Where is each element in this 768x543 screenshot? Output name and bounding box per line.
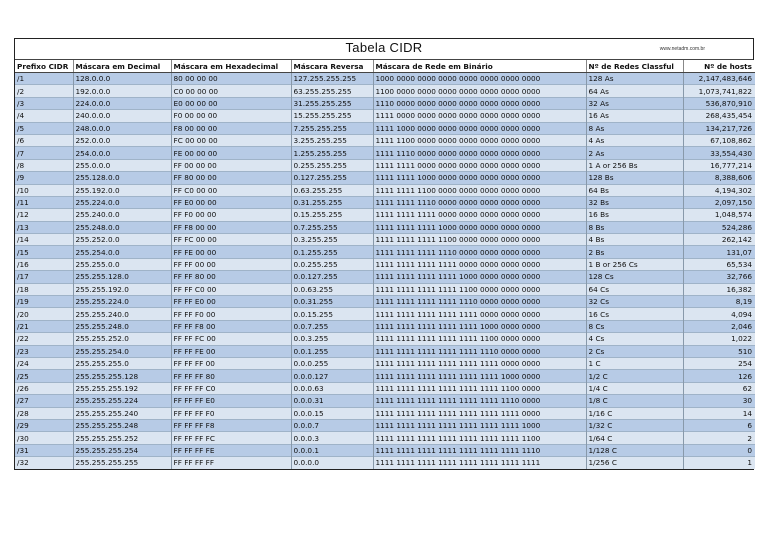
table-row — [15, 370, 755, 382]
cell-binary-mask: 1111 1111 1110 0000 0000 0000 0000 0000 — [373, 196, 586, 208]
cell-hosts: 268,435,454 — [683, 110, 755, 122]
cell-binary-mask: 1111 1111 0000 0000 0000 0000 0000 0000 — [373, 159, 586, 171]
cell-decimal-mask: 224.0.0.0 — [73, 97, 171, 109]
cell-hosts: 32,766 — [683, 271, 755, 283]
cell-prefix: /27 — [15, 395, 73, 407]
cell-prefix: /4 — [15, 110, 73, 122]
table-row — [15, 407, 755, 419]
cell-binary-mask: 1111 1000 0000 0000 0000 0000 0000 0000 — [373, 122, 586, 134]
table-row — [15, 110, 755, 122]
cell-hex-mask: FF FF FF F8 — [171, 419, 291, 431]
cell-decimal-mask: 255.255.248.0 — [73, 320, 171, 332]
cell-reverse-mask: 7.255.255.255 — [291, 122, 373, 134]
cell-prefix: /13 — [15, 221, 73, 233]
cell-hex-mask: FC 00 00 00 — [171, 134, 291, 146]
cell-reverse-mask: 31.255.255.255 — [291, 97, 373, 109]
cell-binary-mask: 1111 1111 1111 1111 1100 0000 0000 0000 — [373, 283, 586, 295]
cell-binary-mask: 1111 1111 1111 1111 1111 1000 0000 0000 — [373, 320, 586, 332]
cell-prefix: /20 — [15, 308, 73, 320]
cell-reverse-mask: 0.3.255.255 — [291, 234, 373, 246]
cell-hex-mask: FF FE 00 00 — [171, 246, 291, 258]
cell-hex-mask: FF FF FF C0 — [171, 382, 291, 394]
cell-classful-networks: 8 Cs — [586, 320, 683, 332]
col-header-decimal-mask: Máscara em Decimal — [73, 60, 171, 73]
cell-prefix: /19 — [15, 296, 73, 308]
cell-hosts: 1 — [683, 457, 755, 469]
table-row — [15, 432, 755, 444]
cell-decimal-mask: 255.128.0.0 — [73, 172, 171, 184]
cell-binary-mask: 1000 0000 0000 0000 0000 0000 0000 0000 — [373, 73, 586, 85]
cell-hex-mask: FF C0 00 00 — [171, 184, 291, 196]
cell-decimal-mask: 255.255.240.0 — [73, 308, 171, 320]
cell-prefix: /18 — [15, 283, 73, 295]
cell-hosts: 2,097,150 — [683, 196, 755, 208]
cell-hex-mask: FF FC 00 00 — [171, 234, 291, 246]
cell-binary-mask: 1111 1111 1111 1110 0000 0000 0000 0000 — [373, 246, 586, 258]
cell-classful-networks: 2 Cs — [586, 345, 683, 357]
cell-decimal-mask: 255.255.255.192 — [73, 382, 171, 394]
cell-prefix: /3 — [15, 97, 73, 109]
cell-prefix: /32 — [15, 457, 73, 469]
col-header-prefix: Prefixo CIDR — [15, 60, 73, 73]
cell-hex-mask: FF FF FF 00 — [171, 357, 291, 369]
table-body — [15, 73, 755, 469]
table-row — [15, 333, 755, 345]
cell-classful-networks: 128 Cs — [586, 271, 683, 283]
cell-hosts: 8,388,606 — [683, 172, 755, 184]
cell-hosts: 4,194,302 — [683, 184, 755, 196]
cell-hex-mask: C0 00 00 00 — [171, 85, 291, 97]
cell-hosts: 1,048,574 — [683, 209, 755, 221]
cell-binary-mask: 1111 1111 1111 1111 1111 1110 0000 0000 — [373, 345, 586, 357]
table-row — [15, 320, 755, 332]
cell-classful-networks: 16 Bs — [586, 209, 683, 221]
cell-hosts: 6 — [683, 419, 755, 431]
cell-hex-mask: F8 00 00 00 — [171, 122, 291, 134]
table-row — [15, 419, 755, 431]
cell-prefix: /26 — [15, 382, 73, 394]
cell-hosts: 4,094 — [683, 308, 755, 320]
table-row — [15, 395, 755, 407]
cell-binary-mask: 1111 1111 1111 1111 1111 1111 1111 0000 — [373, 407, 586, 419]
cell-hosts: 126 — [683, 370, 755, 382]
cell-prefix: /7 — [15, 147, 73, 159]
cell-classful-networks: 32 Bs — [586, 196, 683, 208]
cell-classful-networks: 2 As — [586, 147, 683, 159]
cell-reverse-mask: 127.255.255.255 — [291, 73, 373, 85]
cell-decimal-mask: 248.0.0.0 — [73, 122, 171, 134]
cell-classful-networks: 8 Bs — [586, 221, 683, 233]
title-row — [15, 39, 753, 60]
cell-binary-mask: 1111 1111 1111 1111 1111 1111 1100 0000 — [373, 382, 586, 394]
cell-reverse-mask: 0.0.0.255 — [291, 357, 373, 369]
cell-prefix: /21 — [15, 320, 73, 332]
cell-prefix: /2 — [15, 85, 73, 97]
cell-hex-mask: FF FF FC 00 — [171, 333, 291, 345]
cell-decimal-mask: 255.254.0.0 — [73, 246, 171, 258]
cell-classful-networks: 1/2 C — [586, 370, 683, 382]
cell-hosts: 2,046 — [683, 320, 755, 332]
cell-reverse-mask: 0.0.0.63 — [291, 382, 373, 394]
cell-prefix: /16 — [15, 258, 73, 270]
table-row — [15, 73, 755, 85]
table-row — [15, 382, 755, 394]
table-row — [15, 221, 755, 233]
cell-hex-mask: 80 00 00 00 — [171, 73, 291, 85]
table-row — [15, 122, 755, 134]
cell-classful-networks: 8 As — [586, 122, 683, 134]
cell-reverse-mask: 3.255.255.255 — [291, 134, 373, 146]
cell-hosts: 8,19 — [683, 296, 755, 308]
cell-reverse-mask: 0.0.3.255 — [291, 333, 373, 345]
table-row — [15, 345, 755, 357]
cell-binary-mask: 1111 1100 0000 0000 0000 0000 0000 0000 — [373, 134, 586, 146]
cell-decimal-mask: 255.255.255.252 — [73, 432, 171, 444]
cell-decimal-mask: 255.255.255.0 — [73, 357, 171, 369]
cell-hex-mask: FF F8 00 00 — [171, 221, 291, 233]
cell-reverse-mask: 0.0.0.31 — [291, 395, 373, 407]
cell-classful-networks: 16 As — [586, 110, 683, 122]
cell-prefix: /9 — [15, 172, 73, 184]
cell-binary-mask: 1111 1111 1111 1100 0000 0000 0000 0000 — [373, 234, 586, 246]
table-row — [15, 97, 755, 109]
cell-reverse-mask: 0.0.127.255 — [291, 271, 373, 283]
cell-decimal-mask: 255.248.0.0 — [73, 221, 171, 233]
cell-binary-mask: 1111 1111 1111 1111 1000 0000 0000 0000 — [373, 271, 586, 283]
cell-hosts: 16,777,214 — [683, 159, 755, 171]
cell-binary-mask: 1110 0000 0000 0000 0000 0000 0000 0000 — [373, 97, 586, 109]
cell-decimal-mask: 255.192.0.0 — [73, 184, 171, 196]
cell-classful-networks: 2 Bs — [586, 246, 683, 258]
cell-classful-networks: 1/256 C — [586, 457, 683, 469]
cell-classful-networks: 1/4 C — [586, 382, 683, 394]
table-row — [15, 209, 755, 221]
cell-reverse-mask: 0.0.31.255 — [291, 296, 373, 308]
cell-hosts: 1,073,741,822 — [683, 85, 755, 97]
col-header-hex-mask: Máscara em Hexadecimal — [171, 60, 291, 73]
cell-reverse-mask: 0.31.255.255 — [291, 196, 373, 208]
cell-hex-mask: FF FF C0 00 — [171, 283, 291, 295]
cell-prefix: /6 — [15, 134, 73, 146]
cell-reverse-mask: 0.0.0.1 — [291, 444, 373, 456]
cell-decimal-mask: 255.255.255.254 — [73, 444, 171, 456]
table-row — [15, 85, 755, 97]
cell-classful-networks: 64 Cs — [586, 283, 683, 295]
cell-classful-networks: 4 As — [586, 134, 683, 146]
cell-prefix: /10 — [15, 184, 73, 196]
cell-binary-mask: 1111 1111 1000 0000 0000 0000 0000 0000 — [373, 172, 586, 184]
cell-prefix: /1 — [15, 73, 73, 85]
table-row — [15, 246, 755, 258]
cidr-table — [15, 60, 755, 469]
cell-hosts: 0 — [683, 444, 755, 456]
cell-decimal-mask: 255.255.252.0 — [73, 333, 171, 345]
cell-hex-mask: FF FF FE 00 — [171, 345, 291, 357]
cell-reverse-mask: 63.255.255.255 — [291, 85, 373, 97]
cell-hosts: 2,147,483,646 — [683, 73, 755, 85]
cell-reverse-mask: 0.0.15.255 — [291, 308, 373, 320]
cell-decimal-mask: 255.255.255.255 — [73, 457, 171, 469]
cell-hex-mask: FF FF FF 80 — [171, 370, 291, 382]
cell-reverse-mask: 1.255.255.255 — [291, 147, 373, 159]
header-row — [15, 60, 755, 73]
col-header-hosts: Nº de hosts — [683, 60, 755, 73]
cell-hex-mask: FF E0 00 00 — [171, 196, 291, 208]
cell-binary-mask: 1111 1111 1111 1111 1111 1111 1111 1100 — [373, 432, 586, 444]
cell-reverse-mask: 0.0.255.255 — [291, 258, 373, 270]
cell-reverse-mask: 0.15.255.255 — [291, 209, 373, 221]
cell-prefix: /29 — [15, 419, 73, 431]
cell-reverse-mask: 0.0.1.255 — [291, 345, 373, 357]
cell-decimal-mask: 254.0.0.0 — [73, 147, 171, 159]
cell-reverse-mask: 0.0.0.127 — [291, 370, 373, 382]
cell-hex-mask: FF FF FF F0 — [171, 407, 291, 419]
cell-hex-mask: F0 00 00 00 — [171, 110, 291, 122]
cell-prefix: /31 — [15, 444, 73, 456]
cell-prefix: /14 — [15, 234, 73, 246]
cell-hosts: 16,382 — [683, 283, 755, 295]
cell-reverse-mask: 0.0.0.7 — [291, 419, 373, 431]
cidr-table-sheet — [14, 38, 754, 470]
cell-binary-mask: 1111 1111 1111 1111 1111 1100 0000 0000 — [373, 333, 586, 345]
cell-hosts: 1,022 — [683, 333, 755, 345]
cell-classful-networks: 64 Bs — [586, 184, 683, 196]
cell-hosts: 62 — [683, 382, 755, 394]
cell-reverse-mask: 0.1.255.255 — [291, 246, 373, 258]
cell-hosts: 131,07 — [683, 246, 755, 258]
cell-prefix: /23 — [15, 345, 73, 357]
cell-binary-mask: 1111 1111 1111 1111 1111 1111 1111 1111 — [373, 457, 586, 469]
cell-binary-mask: 1111 1111 1111 1111 1111 1111 1110 0000 — [373, 395, 586, 407]
cell-hex-mask: FF F0 00 00 — [171, 209, 291, 221]
site-url: www.netadm.com.br — [659, 46, 705, 52]
cell-prefix: /22 — [15, 333, 73, 345]
cell-hex-mask: FF FF F0 00 — [171, 308, 291, 320]
cell-decimal-mask: 255.0.0.0 — [73, 159, 171, 171]
cell-prefix: /24 — [15, 357, 73, 369]
cell-hex-mask: FF FF FF E0 — [171, 395, 291, 407]
cell-hosts: 254 — [683, 357, 755, 369]
cell-hex-mask: FE 00 00 00 — [171, 147, 291, 159]
cell-decimal-mask: 255.240.0.0 — [73, 209, 171, 221]
col-header-reverse-mask: Máscara Reversa — [291, 60, 373, 73]
cell-hex-mask: FF FF F8 00 — [171, 320, 291, 332]
table-title: Tabela CIDR — [345, 40, 423, 55]
cell-decimal-mask: 255.255.192.0 — [73, 283, 171, 295]
cell-classful-networks: 1 C — [586, 357, 683, 369]
table-row — [15, 357, 755, 369]
cell-prefix: /17 — [15, 271, 73, 283]
cell-classful-networks: 1/32 C — [586, 419, 683, 431]
cell-hosts: 510 — [683, 345, 755, 357]
table-row — [15, 296, 755, 308]
table-row — [15, 271, 755, 283]
cell-hex-mask: FF FF FF FF — [171, 457, 291, 469]
table-row — [15, 258, 755, 270]
cell-hosts: 14 — [683, 407, 755, 419]
table-row — [15, 147, 755, 159]
cell-hosts: 30 — [683, 395, 755, 407]
table-row — [15, 134, 755, 146]
cell-binary-mask: 1111 1110 0000 0000 0000 0000 0000 0000 — [373, 147, 586, 159]
cell-reverse-mask: 0.0.0.15 — [291, 407, 373, 419]
cell-decimal-mask: 255.252.0.0 — [73, 234, 171, 246]
cell-classful-networks: 1/16 C — [586, 407, 683, 419]
cell-hex-mask: FF 80 00 00 — [171, 172, 291, 184]
cell-prefix: /11 — [15, 196, 73, 208]
cell-decimal-mask: 128.0.0.0 — [73, 73, 171, 85]
cell-prefix: /15 — [15, 246, 73, 258]
table-row — [15, 457, 755, 469]
cell-hex-mask: E0 00 00 00 — [171, 97, 291, 109]
cell-decimal-mask: 255.224.0.0 — [73, 196, 171, 208]
cell-binary-mask: 1111 1111 1111 1111 0000 0000 0000 0000 — [373, 258, 586, 270]
cell-hosts: 524,286 — [683, 221, 755, 233]
cell-hosts: 262,142 — [683, 234, 755, 246]
cell-binary-mask: 1111 1111 1111 1111 1111 1111 1000 0000 — [373, 370, 586, 382]
cell-decimal-mask: 252.0.0.0 — [73, 134, 171, 146]
cell-binary-mask: 1111 1111 1111 1111 1110 0000 0000 0000 — [373, 296, 586, 308]
cell-decimal-mask: 255.255.255.240 — [73, 407, 171, 419]
cell-classful-networks: 32 As — [586, 97, 683, 109]
cell-binary-mask: 1111 0000 0000 0000 0000 0000 0000 0000 — [373, 110, 586, 122]
cell-classful-networks: 4 Bs — [586, 234, 683, 246]
cell-prefix: /25 — [15, 370, 73, 382]
cell-hosts: 33,554,430 — [683, 147, 755, 159]
cell-hosts: 2 — [683, 432, 755, 444]
cell-prefix: /12 — [15, 209, 73, 221]
cell-binary-mask: 1111 1111 1111 0000 0000 0000 0000 0000 — [373, 209, 586, 221]
col-header-binary-mask: Máscara de Rede em Binário — [373, 60, 586, 73]
cell-prefix: /28 — [15, 407, 73, 419]
table-row — [15, 444, 755, 456]
cell-classful-networks: 1/8 C — [586, 395, 683, 407]
table-row — [15, 196, 755, 208]
cell-hex-mask: FF FF 80 00 — [171, 271, 291, 283]
cell-reverse-mask: 0.0.63.255 — [291, 283, 373, 295]
cell-hex-mask: FF FF FF FC — [171, 432, 291, 444]
cell-classful-networks: 1 A or 256 Bs — [586, 159, 683, 171]
cell-decimal-mask: 255.255.128.0 — [73, 271, 171, 283]
cell-binary-mask: 1111 1111 1111 1111 1111 1111 0000 0000 — [373, 357, 586, 369]
cell-decimal-mask: 255.255.0.0 — [73, 258, 171, 270]
table-row — [15, 184, 755, 196]
cell-reverse-mask: 0.0.0.3 — [291, 432, 373, 444]
table-row — [15, 308, 755, 320]
cell-reverse-mask: 0.0.7.255 — [291, 320, 373, 332]
cell-classful-networks: 128 Bs — [586, 172, 683, 184]
cell-classful-networks: 32 Cs — [586, 296, 683, 308]
cell-hosts: 536,870,910 — [683, 97, 755, 109]
cell-binary-mask: 1111 1111 1100 0000 0000 0000 0000 0000 — [373, 184, 586, 196]
cell-hosts: 67,108,862 — [683, 134, 755, 146]
cell-decimal-mask: 240.0.0.0 — [73, 110, 171, 122]
cell-decimal-mask: 255.255.254.0 — [73, 345, 171, 357]
cell-classful-networks: 1/128 C — [586, 444, 683, 456]
cell-binary-mask: 1111 1111 1111 1111 1111 1111 1111 1000 — [373, 419, 586, 431]
cell-binary-mask: 1111 1111 1111 1000 0000 0000 0000 0000 — [373, 221, 586, 233]
cell-reverse-mask: 0.7.255.255 — [291, 221, 373, 233]
cell-reverse-mask: 0.63.255.255 — [291, 184, 373, 196]
cell-reverse-mask: 0.0.0.0 — [291, 457, 373, 469]
cell-decimal-mask: 255.255.224.0 — [73, 296, 171, 308]
cell-prefix: /8 — [15, 159, 73, 171]
table-row — [15, 172, 755, 184]
cell-reverse-mask: 0.255.255.255 — [291, 159, 373, 171]
cell-reverse-mask: 15.255.255.255 — [291, 110, 373, 122]
col-header-classful-networks: Nº de Redes Classful — [586, 60, 683, 73]
cell-classful-networks: 1/64 C — [586, 432, 683, 444]
cell-hex-mask: FF FF FF FE — [171, 444, 291, 456]
cell-classful-networks: 128 As — [586, 73, 683, 85]
cell-binary-mask: 1100 0000 0000 0000 0000 0000 0000 0000 — [373, 85, 586, 97]
cell-hex-mask: FF FF E0 00 — [171, 296, 291, 308]
cell-binary-mask: 1111 1111 1111 1111 1111 1111 1111 1110 — [373, 444, 586, 456]
cell-decimal-mask: 192.0.0.0 — [73, 85, 171, 97]
cell-decimal-mask: 255.255.255.224 — [73, 395, 171, 407]
cell-classful-networks: 16 Cs — [586, 308, 683, 320]
cell-decimal-mask: 255.255.255.248 — [73, 419, 171, 431]
cell-hex-mask: FF 00 00 00 — [171, 159, 291, 171]
cell-hex-mask: FF FF 00 00 — [171, 258, 291, 270]
cell-hosts: 65,534 — [683, 258, 755, 270]
table-row — [15, 234, 755, 246]
cell-prefix: /30 — [15, 432, 73, 444]
cell-binary-mask: 1111 1111 1111 1111 1111 0000 0000 0000 — [373, 308, 586, 320]
cell-decimal-mask: 255.255.255.128 — [73, 370, 171, 382]
cell-classful-networks: 64 As — [586, 85, 683, 97]
cell-prefix: /5 — [15, 122, 73, 134]
cell-classful-networks: 4 Cs — [586, 333, 683, 345]
cell-reverse-mask: 0.127.255.255 — [291, 172, 373, 184]
table-row — [15, 283, 755, 295]
cell-classful-networks: 1 B or 256 Cs — [586, 258, 683, 270]
table-row — [15, 159, 755, 171]
cell-hosts: 134,217,726 — [683, 122, 755, 134]
